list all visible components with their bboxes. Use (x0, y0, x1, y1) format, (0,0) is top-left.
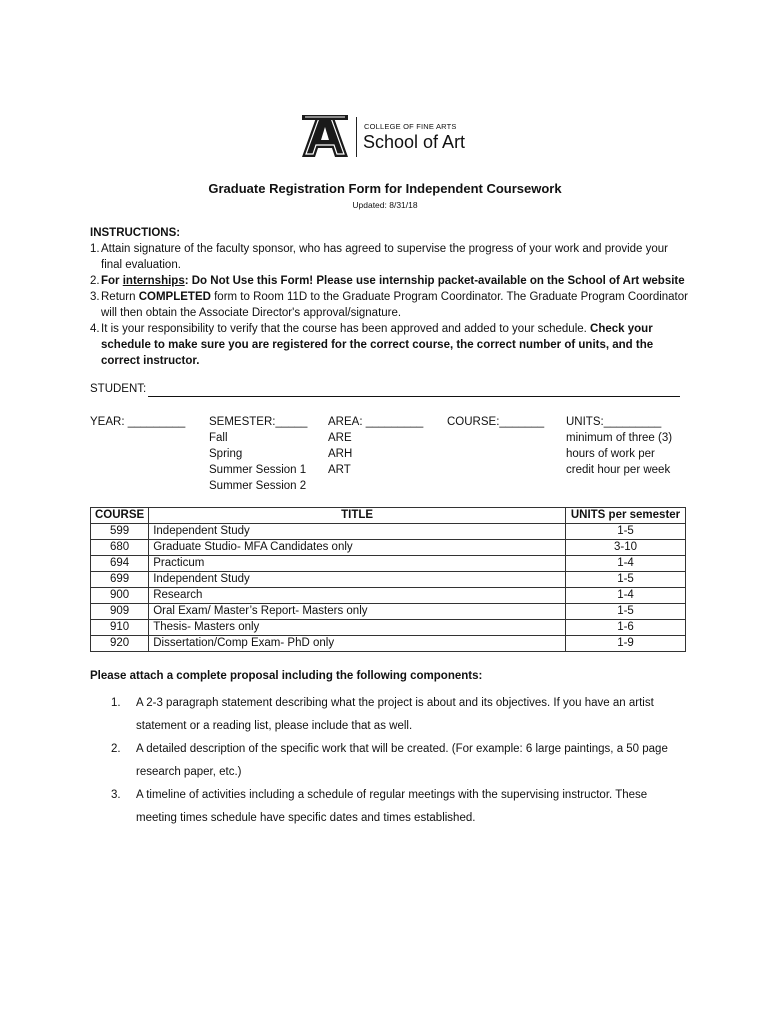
course-units: 1-6 (566, 620, 686, 636)
course-table (90, 507, 686, 652)
course-title: Graduate Studio- MFA Candidates only (149, 540, 566, 556)
block-a-logo-icon (302, 115, 348, 157)
course-units: 3-10 (566, 540, 686, 556)
units-column-header: UNITS per semester (566, 508, 686, 524)
school-name: School of Art (363, 132, 466, 152)
table-row (91, 636, 686, 652)
course-field[interactable] (447, 414, 544, 430)
proposal-item: 3. A timeline of activities including a schedule of regular meetings with the supervising instructor. These meeting times schedule have specific dates and times established. (111, 789, 648, 824)
course-number: 599 (91, 524, 149, 540)
table-row (91, 556, 686, 572)
logo-divider (356, 117, 357, 157)
internships-emphasis: internships (122, 275, 185, 287)
instruction-item: 1. Attain signature of the faculty sponsor, who has agreed to supervise the progress of your work and provide your final evaluation. (90, 243, 669, 271)
year-field[interactable] (90, 414, 185, 430)
units-field[interactable] (566, 414, 672, 478)
table-row (91, 620, 686, 636)
course-column-header: COURSE (91, 508, 149, 524)
course-number: 920 (91, 636, 149, 652)
course-title: Independent Study (149, 524, 566, 540)
table-row (91, 604, 686, 620)
semester-label: SEMESTER:_____ (209, 416, 308, 428)
course-number: 694 (91, 556, 149, 572)
units-note: credit hour per week (566, 464, 671, 476)
course-number: 900 (91, 588, 149, 604)
instruction-item: 3. Return COMPLETED form to Room 11D to the Graduate Program Coordinator. The Graduate Program Coordinator will then obtain the Associate Director's approval/signature. (90, 291, 688, 319)
course-units: 1-5 (566, 604, 686, 620)
semester-option: Spring (209, 448, 243, 460)
student-name-field[interactable] (148, 396, 680, 397)
course-title: Research (149, 588, 566, 604)
proposal-list (111, 692, 691, 830)
form-title: Graduate Registration Form for Independent Coursework (208, 181, 562, 196)
instruction-item: 4. It is your responsibility to verify that the course has been approved and added to your schedule. Check your schedule to make sure you are registered for the correct course, the correct number of units, and the correct instructor. (90, 323, 654, 367)
units-label: UNITS:_________ (566, 416, 662, 428)
semester-option: Summer Session 1 (209, 464, 307, 476)
course-title: Independent Study (149, 572, 566, 588)
college-name: COLLEGE OF FINE ARTS (364, 122, 457, 131)
semester-option: Fall (209, 432, 228, 444)
proposal-item: 2. A detailed description of the specific work that will be created. (For example: 6 large paintings, a 50 page research paper, etc.) (111, 743, 668, 778)
completed-emphasis: COMPLETED (138, 291, 211, 303)
course-units: 1-9 (566, 636, 686, 652)
course-title: Thesis- Masters only (149, 620, 566, 636)
course-units: 1-4 (566, 556, 686, 572)
units-note: hours of work per (566, 448, 655, 460)
student-label: STUDENT: (90, 383, 147, 395)
course-number: 909 (91, 604, 149, 620)
proposal-heading: Please attach a complete proposal including the following components: (90, 670, 483, 682)
course-title: Oral Exam/ Master’s Report- Masters only (149, 604, 566, 620)
semester-field[interactable] (209, 414, 307, 494)
table-row (91, 588, 686, 604)
table-row (91, 524, 686, 540)
area-option: ARH (328, 448, 353, 460)
course-title: Dissertation/Comp Exam- PhD only (149, 636, 566, 652)
instructions-heading: INSTRUCTIONS: (90, 227, 181, 239)
proposal-item: 1. A 2-3 paragraph statement describing what the project is about and its objectives. If you have an artist statement or a reading list, please include that as well. (111, 697, 654, 732)
updated-date: Updated: 8/31/18 (352, 200, 418, 210)
course-title: Practicum (149, 556, 566, 572)
title-column-header: TITLE (149, 508, 566, 524)
course-units: 1-4 (566, 588, 686, 604)
course-units: 1-5 (566, 524, 686, 540)
course-units: 1-5 (566, 572, 686, 588)
year-label: YEAR: _________ (90, 416, 186, 428)
instruction-item: 2. For internships: Do Not Use this Form! Please use internship packet-available on the School of Art website (90, 275, 685, 287)
semester-option: Summer Session 2 (209, 480, 307, 492)
area-option: ART (328, 464, 351, 476)
check-schedule-emphasis: Check your schedule to make sure you are registered for the correct course, the correct number of units, and the correct instructor. (101, 323, 654, 367)
course-label: COURSE:_______ (447, 416, 545, 428)
course-number: 699 (91, 572, 149, 588)
instructions-list (90, 241, 690, 369)
units-note: minimum of three (3) (566, 432, 673, 444)
area-label: AREA: _________ (328, 416, 424, 428)
course-number: 910 (91, 620, 149, 636)
area-option: ARE (328, 432, 352, 444)
table-header-row (91, 508, 686, 524)
table-row (91, 540, 686, 556)
area-field[interactable] (328, 414, 423, 478)
course-number: 680 (91, 540, 149, 556)
table-row (91, 572, 686, 588)
school-logo (302, 115, 482, 160)
